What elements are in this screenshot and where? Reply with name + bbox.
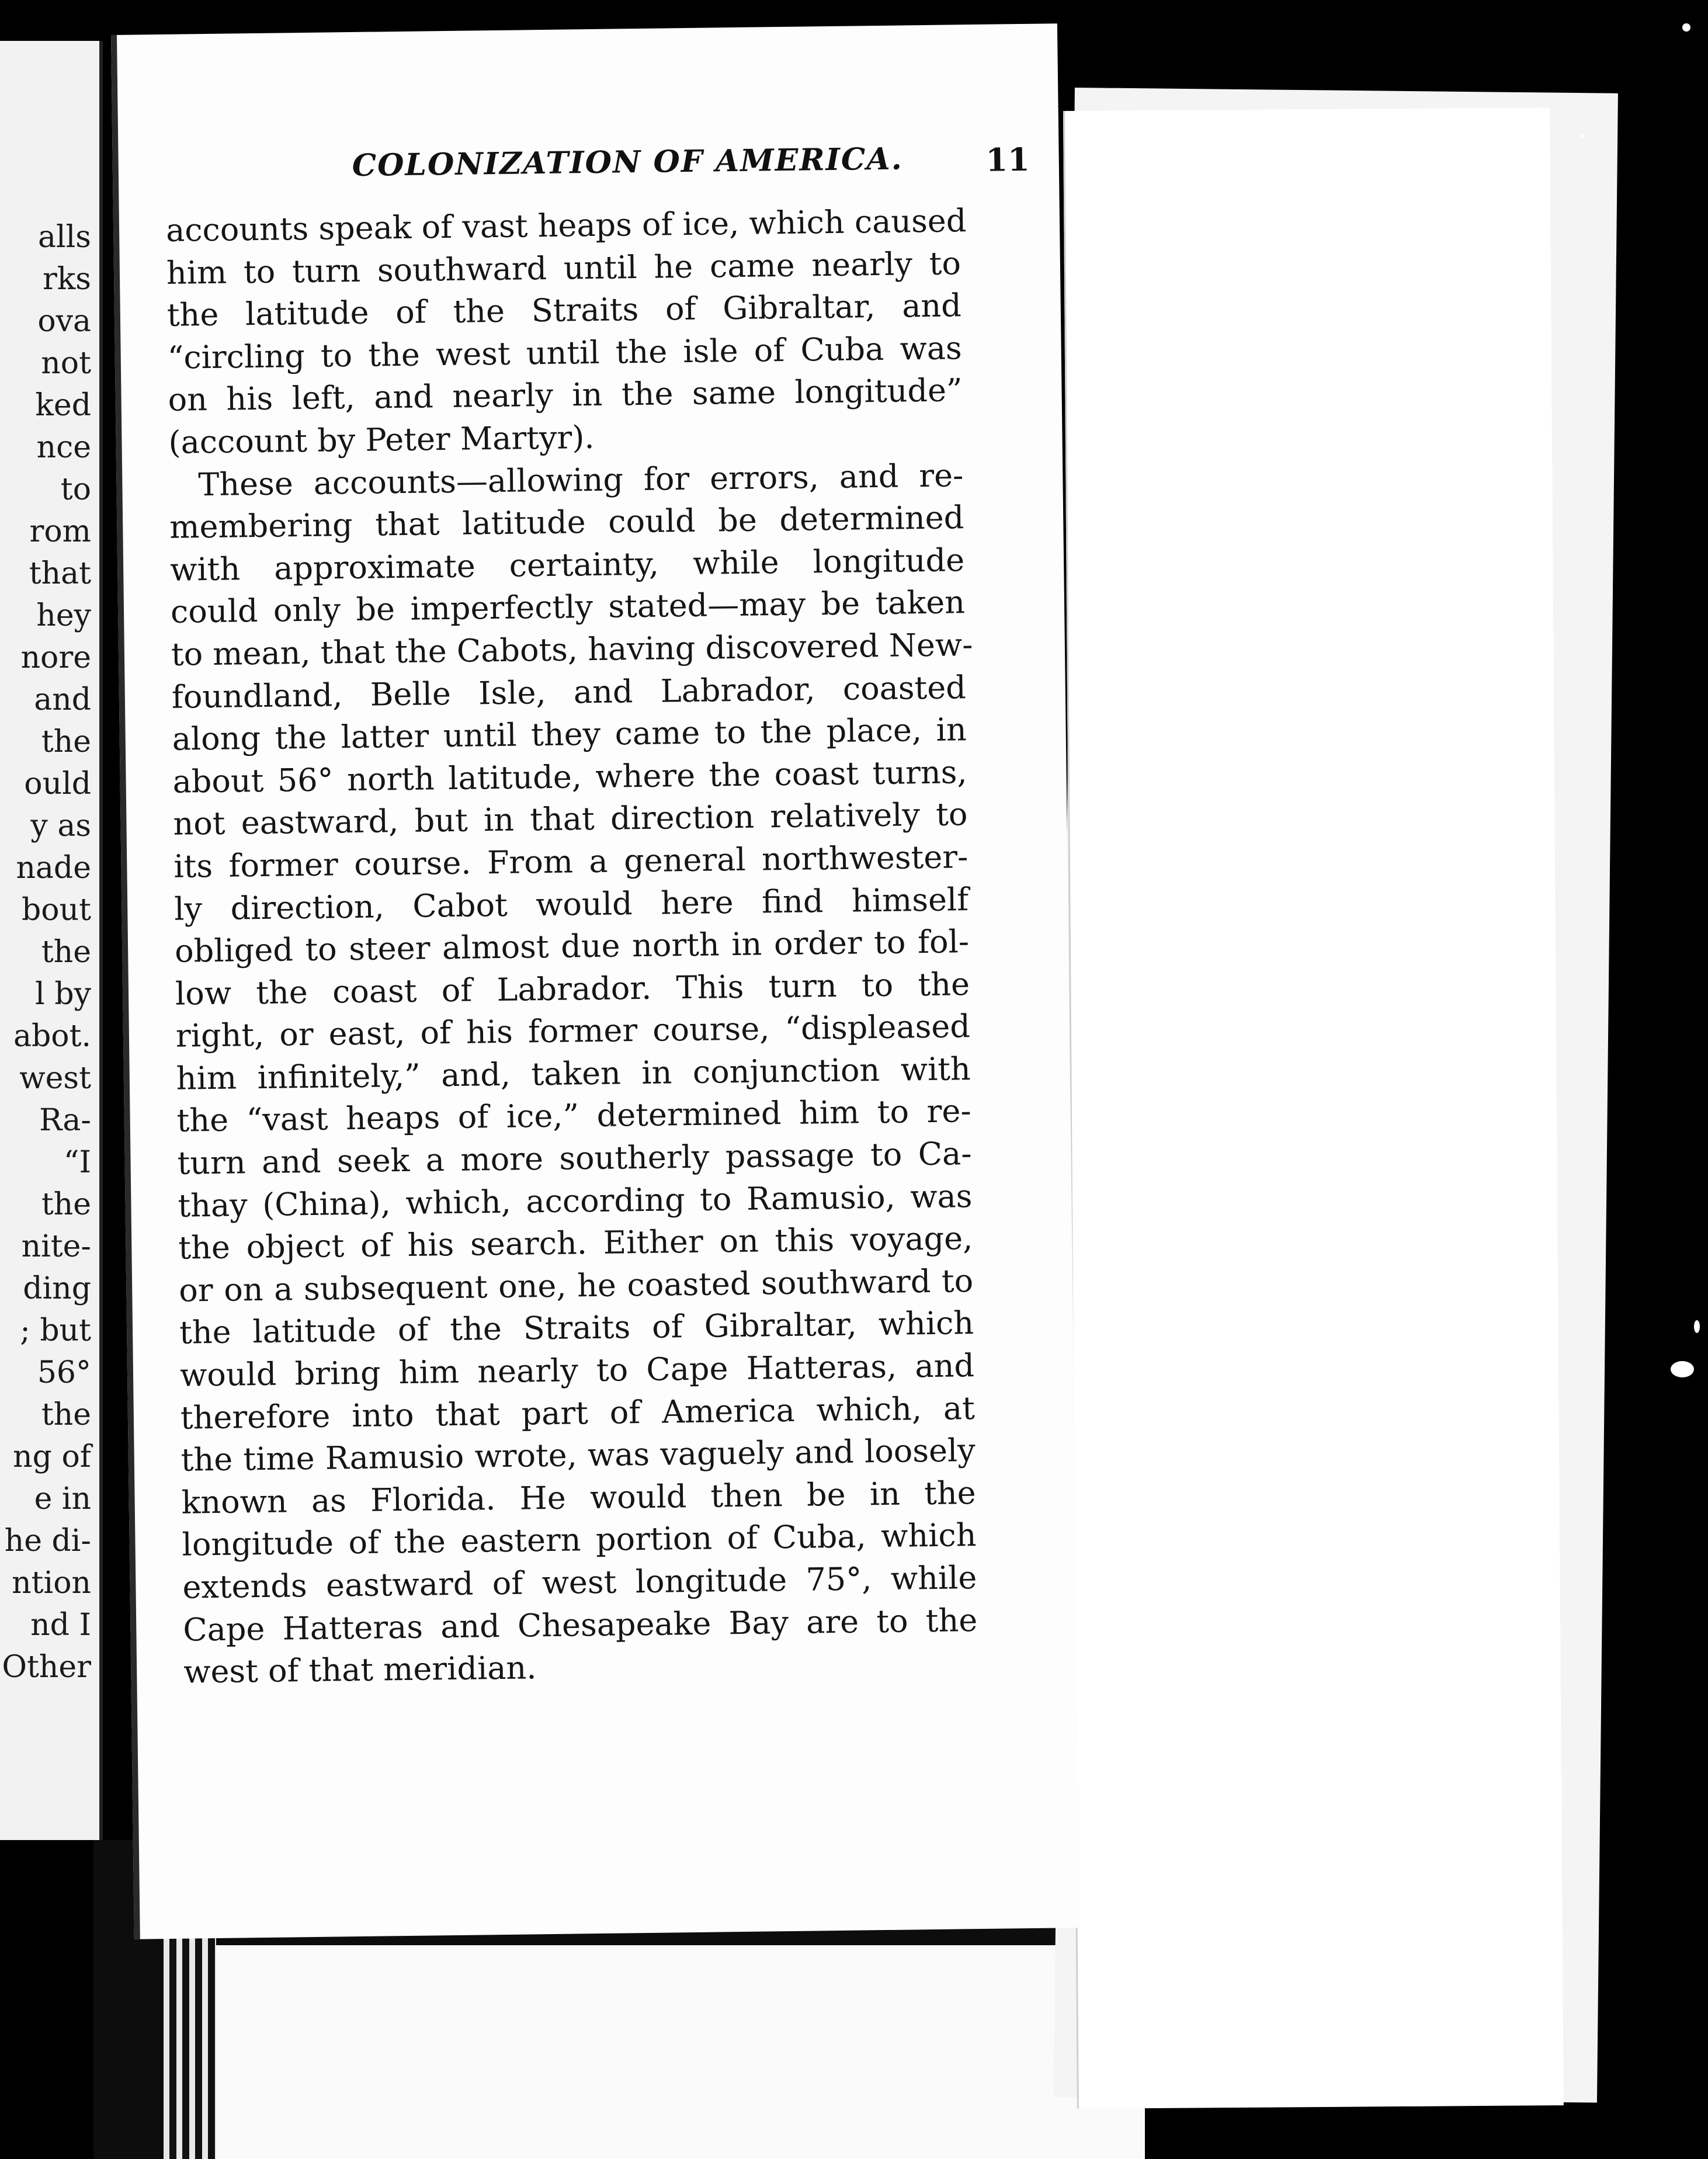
left-page-fragment: 56° xyxy=(37,1355,91,1390)
left-page-fragment: ould xyxy=(24,766,91,801)
left-page-fragment: not xyxy=(41,346,91,381)
text-line: with approximate certainty, while longitude xyxy=(169,541,965,588)
text-line: or on a subsequent one, he coasted southward to xyxy=(178,1262,974,1309)
left-page-fragment: nite- xyxy=(21,1229,91,1264)
text-line: the latitude of the Straits of Gibraltar, which xyxy=(179,1304,974,1352)
text-line: its former course. From a general northwester- xyxy=(173,838,968,885)
left-page-fragment: ding xyxy=(23,1271,91,1306)
text-line: the latitude of the Straits of Gibraltar, and xyxy=(166,287,962,334)
left-page-fragment: west xyxy=(19,1061,91,1096)
left-page-fragment: the xyxy=(41,1397,91,1432)
left-page-fragment: nce xyxy=(36,430,91,465)
text-line: ly direction, Cabot would here find himself xyxy=(173,880,969,928)
left-page-fragment: rom xyxy=(29,514,91,549)
left-page-fragment: and xyxy=(34,682,91,717)
text-line: therefore into that part of America which, at xyxy=(180,1389,975,1436)
text-line: the “vast heaps of ice,” determined him to re- xyxy=(176,1092,971,1140)
text-line: (account by Peter Martyr). xyxy=(168,418,595,461)
text-line: low the coast of Labrador. This turn to the xyxy=(175,965,970,1012)
blank-sheet-front xyxy=(1063,107,1564,2109)
text-line: not eastward, but in that direction relatively to xyxy=(173,796,968,843)
left-page-fragment: alls xyxy=(38,220,91,255)
left-page-fragment: to xyxy=(60,472,91,507)
left-page-fragment: l by xyxy=(35,977,91,1012)
left-page-fragment: Ra- xyxy=(39,1103,91,1138)
text-line: along the latter until they came to the place, in xyxy=(172,711,967,758)
left-page-fragment: rks xyxy=(42,262,91,297)
dust-speck xyxy=(1694,1320,1700,1333)
text-line: the object of his search. Either on this voyage, xyxy=(178,1220,973,1266)
dust-speck xyxy=(1682,23,1690,32)
left-page-fragment: he di- xyxy=(4,1523,91,1558)
text-line: obliged to steer almost due north in order to fol- xyxy=(174,923,970,970)
left-page-fragment: e in xyxy=(34,1481,91,1516)
text-line: foundland, Belle Isle, and Labrador, coasted xyxy=(171,668,967,716)
text-line: on his left, and nearly in the same longitude” xyxy=(168,372,963,419)
text-line: longitude of the eastern portion of Cuba, which xyxy=(182,1516,977,1564)
text-line: the time Ramusio wrote, was vaguely and loosely xyxy=(180,1432,976,1478)
text-line: could only be imperfectly stated—may be taken xyxy=(170,584,966,631)
left-page-fragment: nd I xyxy=(30,1608,91,1643)
text-line: accounts speak of vast heaps of ice, which caused xyxy=(165,202,967,249)
left-page-fragment: y as xyxy=(30,808,91,844)
text-line: to mean, that the Cabots, having discovered New- xyxy=(171,626,973,673)
text-line: him infinitely,” and, taken in conjunction with xyxy=(176,1050,971,1097)
text-line: Cape Hatteras and Chesapeake Bay are to the xyxy=(182,1601,978,1648)
left-page-fragment: nade xyxy=(16,851,91,886)
left-page-fragment: the xyxy=(41,1187,91,1222)
text-line: “circling to the west until the isle of Cuba was xyxy=(167,329,963,376)
left-page-fragment: hey xyxy=(36,598,91,633)
left-page-fragment: “I xyxy=(63,1145,91,1180)
underlying-sheet xyxy=(199,1945,1145,2159)
running-head: COLONIZATION OF AMERICA. xyxy=(352,141,904,183)
page-header xyxy=(270,135,1030,191)
body-text xyxy=(166,200,978,1693)
left-page-fragment: ; but xyxy=(20,1313,91,1348)
left-page-fragment: that xyxy=(29,556,91,591)
left-page-fragment: the xyxy=(41,935,91,970)
left-page-fragment: ng of xyxy=(13,1439,91,1474)
text-line: him to turn southward until he came nearly to xyxy=(166,244,961,291)
text-line: west of that meridian. xyxy=(183,1649,537,1691)
text-line: about 56° north latitude, where the coast turns, xyxy=(172,753,967,800)
text-line: would bring him nearly to Cape Hatteras, and xyxy=(179,1347,975,1394)
left-page-fragment: Other xyxy=(2,1650,91,1685)
text-line: turn and seek a more southerly passage to Ca- xyxy=(177,1135,972,1182)
text-line: extends eastward of west longitude 75°, while xyxy=(182,1559,977,1606)
dust-speck xyxy=(1671,1361,1694,1377)
left-page-fragment: the xyxy=(41,724,91,759)
left-page-fragment: nore xyxy=(20,640,91,675)
left-page-edge xyxy=(0,41,103,1840)
text-line: membering that latitude could be determined xyxy=(169,499,964,546)
text-line: thay (China), which, according to Ramusio, was xyxy=(178,1177,973,1224)
left-page-fragment: ova xyxy=(37,304,91,339)
dust-speck xyxy=(1580,134,1584,138)
left-page-fragment: bout xyxy=(22,893,91,928)
left-page-fragment: ked xyxy=(35,388,91,423)
page-number: 11 xyxy=(985,140,1030,179)
left-page-fragment: abot. xyxy=(13,1019,91,1054)
text-line: These accounts—allowing for errors, and re- xyxy=(198,456,964,503)
text-line: known as Florida. He would then be in the xyxy=(181,1474,976,1521)
left-page-fragment: ntion xyxy=(12,1566,91,1601)
book-page xyxy=(111,23,1081,1939)
text-line: right, or east, of his former course, “displeased xyxy=(175,1008,971,1055)
